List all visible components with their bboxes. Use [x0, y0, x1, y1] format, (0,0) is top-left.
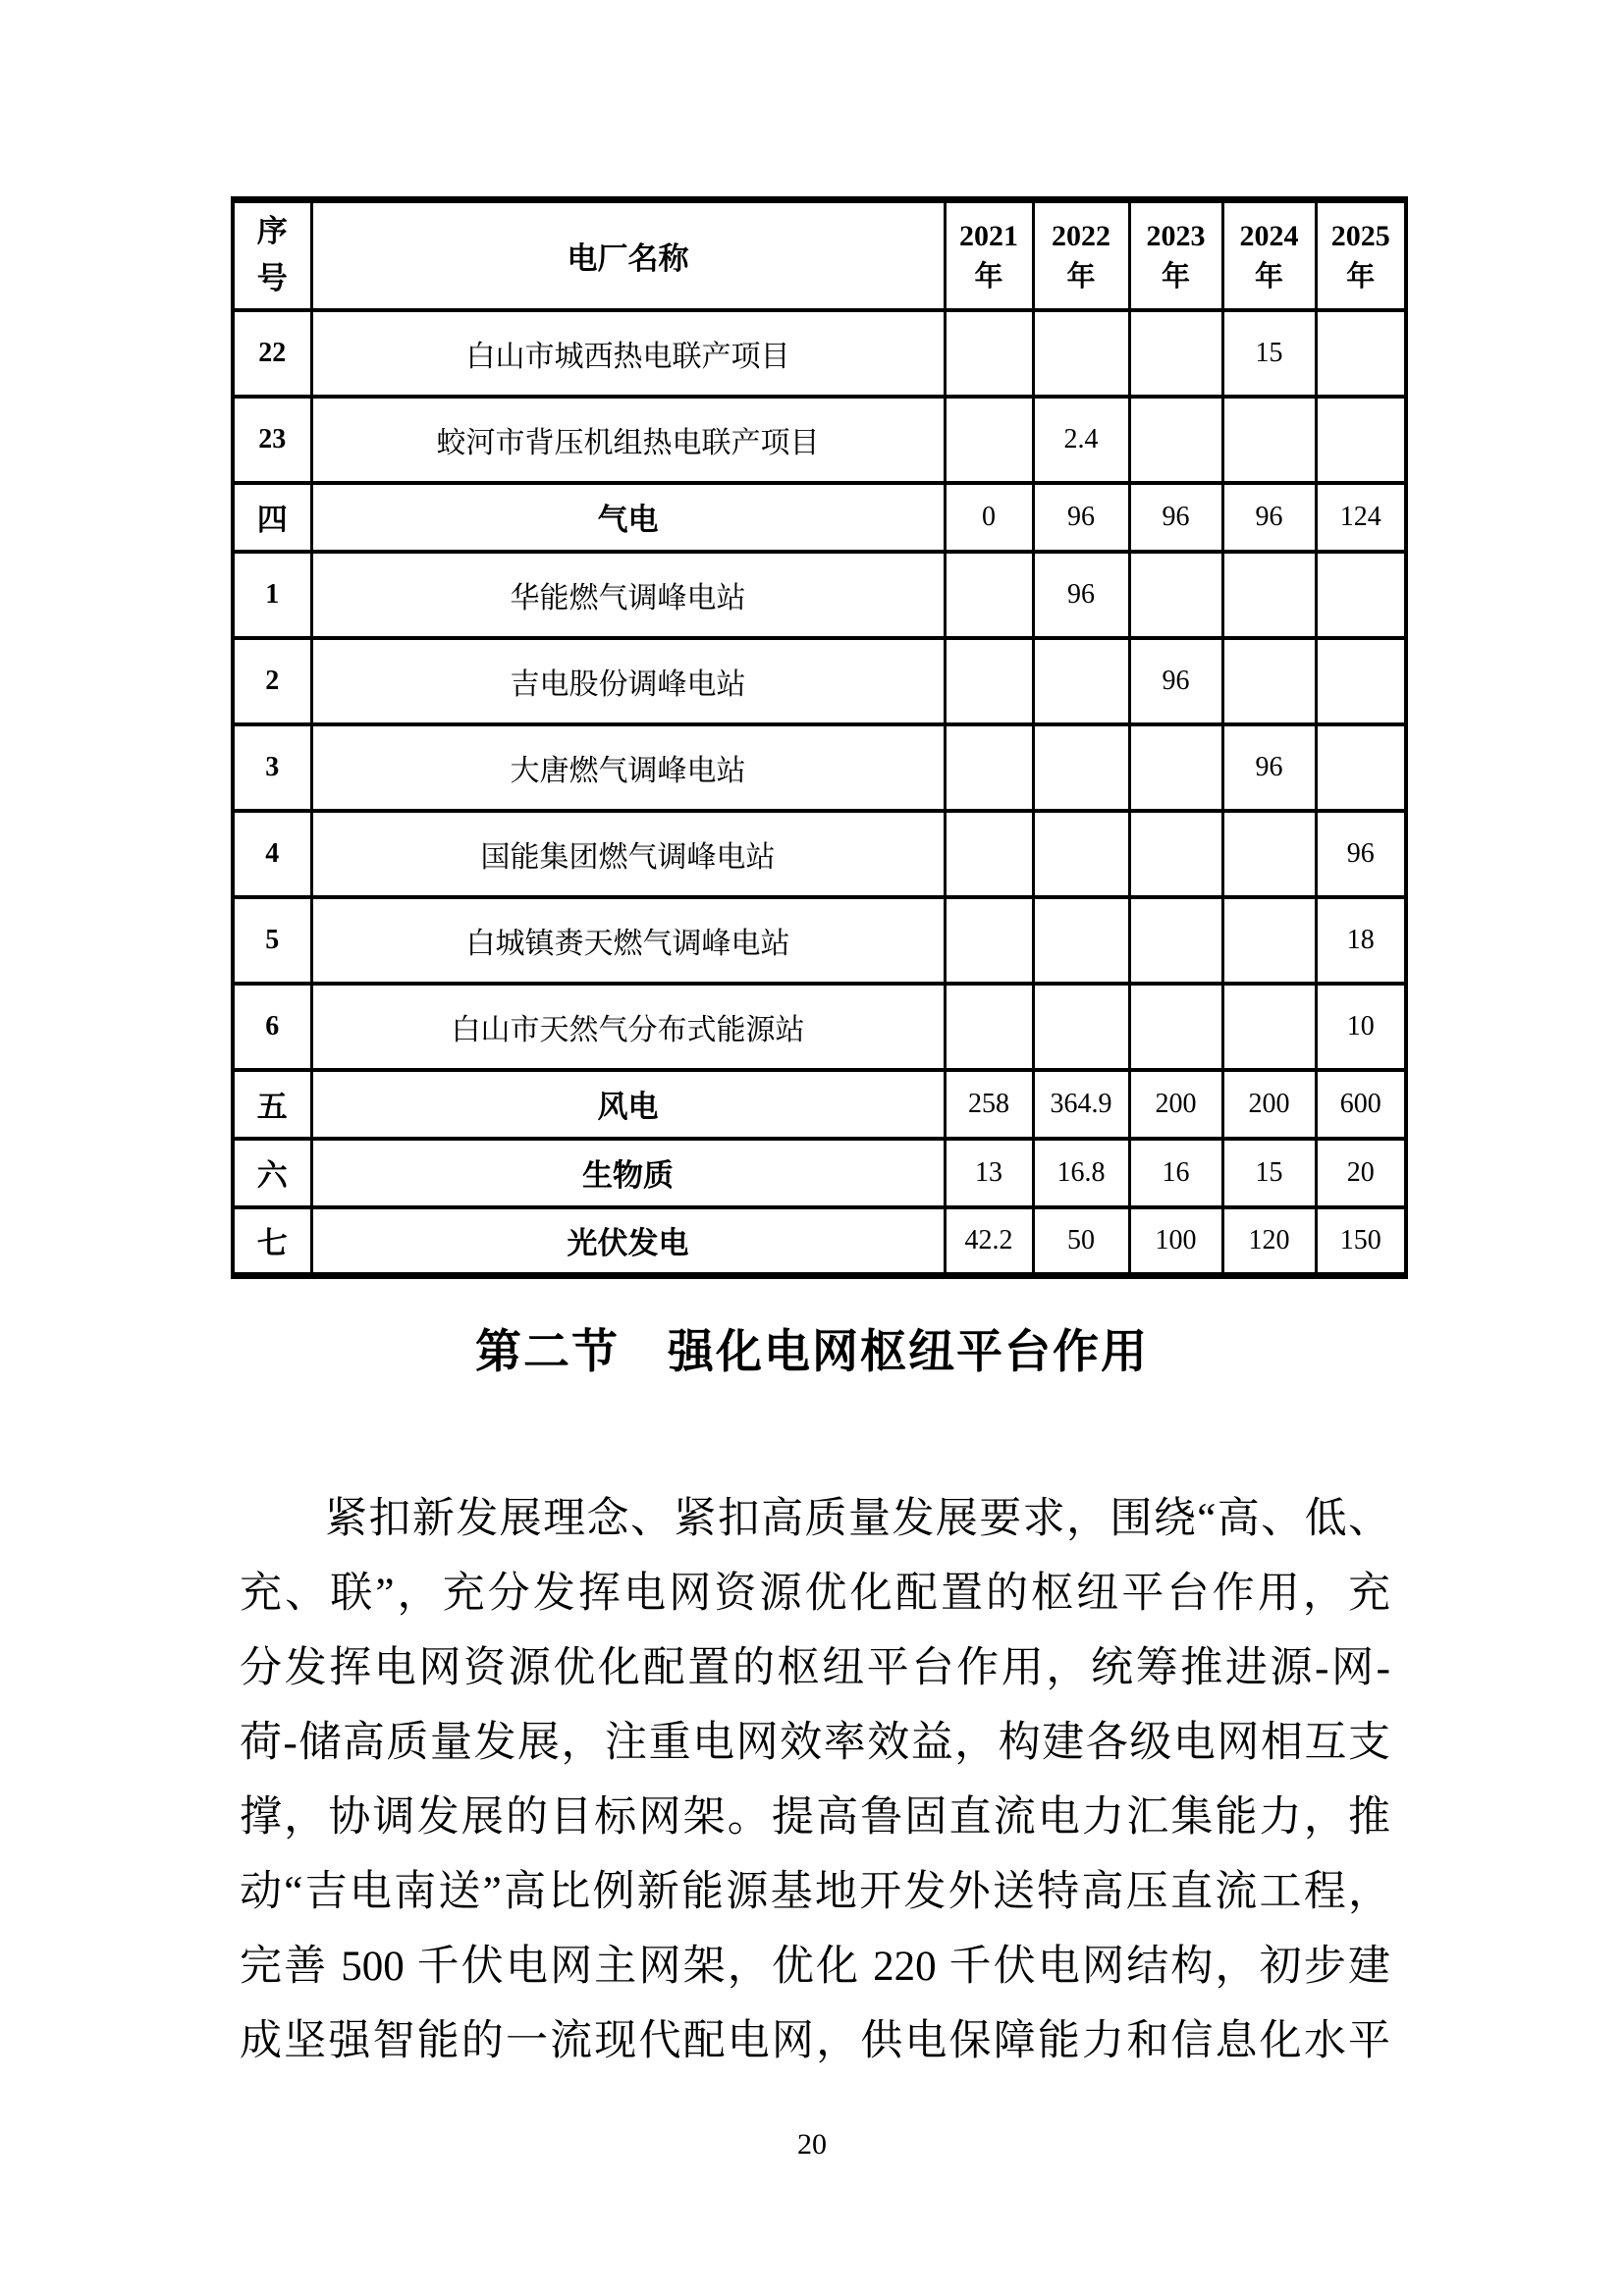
row-index-cell: 23	[233, 397, 311, 483]
plant-name-cell: 风电	[311, 1070, 945, 1139]
table-row	[233, 897, 1406, 984]
year-value-cell	[945, 724, 1033, 811]
year-value-cell	[945, 552, 1033, 638]
plant-name-cell: 白山市城西热电联产项目	[311, 310, 945, 397]
row-index-cell: 5	[233, 897, 311, 984]
year-value-cell: 15	[1222, 310, 1316, 397]
year-value-cell: 124	[1316, 483, 1406, 552]
row-index-cell: 3	[233, 724, 311, 811]
plant-name-cell: 蛟河市背压机组热电联产项目	[311, 397, 945, 483]
year-label: 2022	[1052, 219, 1110, 252]
year-value-cell	[945, 811, 1033, 897]
header-year-2023-cell	[1129, 200, 1222, 310]
year-suffix-label: 年	[974, 259, 1003, 294]
year-value-cell: 0	[945, 483, 1033, 552]
year-value-cell: 96	[1129, 483, 1222, 552]
paragraph-line: 动“吉电南送”高比例新能源基地开发外送特高压直流工程，	[240, 1869, 1390, 1915]
row-index-cell: 六	[233, 1139, 311, 1207]
paragraph-line: 充、联”，充分发挥电网资源优化配置的枢纽平台作用，充	[240, 1571, 1390, 1617]
year-value-cell: 15	[1222, 1139, 1316, 1207]
year-value-cell: 200	[1129, 1070, 1222, 1139]
year-label: 2025	[1330, 219, 1390, 252]
year-value-cell: 258	[945, 1070, 1033, 1139]
year-value-cell	[1129, 811, 1222, 897]
paragraph-line: 分发挥电网资源优化配置的枢纽平台作用，统筹推进源-网-	[240, 1645, 1390, 1691]
row-index-cell: 四	[233, 483, 311, 552]
header-index-label: 序号	[256, 214, 288, 297]
year-value-cell: 96	[1316, 811, 1406, 897]
year-value-cell: 96	[1033, 483, 1129, 552]
year-value-cell	[1033, 310, 1129, 397]
year-label: 2021	[959, 219, 1018, 252]
year-value-cell: 50	[1033, 1207, 1129, 1276]
year-value-cell: 150	[1316, 1207, 1406, 1276]
row-index-cell: 6	[233, 984, 311, 1070]
header-year-2021-cell	[945, 200, 1033, 310]
table-row	[233, 1139, 1406, 1207]
year-value-cell	[1316, 397, 1406, 483]
table-row	[233, 638, 1406, 724]
year-value-cell: 600	[1316, 1070, 1406, 1139]
paragraph	[240, 1482, 1390, 2079]
year-value-cell	[1316, 552, 1406, 638]
year-value-cell: 2.4	[1033, 397, 1129, 483]
year-value-cell	[1033, 638, 1129, 724]
plant-name-cell: 白城镇赉天燃气调峰电站	[311, 897, 945, 984]
year-value-cell	[1033, 724, 1129, 811]
year-value-cell: 96	[1222, 724, 1316, 811]
year-suffix-label: 年	[1254, 259, 1283, 294]
table-row	[233, 483, 1406, 552]
year-value-cell	[1129, 397, 1222, 483]
row-index-cell: 1	[233, 552, 311, 638]
year-value-cell	[1033, 897, 1129, 984]
year-value-cell: 364.9	[1033, 1070, 1129, 1139]
plant-name-cell: 华能燃气调峰电站	[311, 552, 945, 638]
year-value-cell	[1222, 638, 1316, 724]
paragraph-line: 荷-储高质量发展，注重电网效率效益，构建各级电网相互支	[240, 1720, 1390, 1766]
header-year-2025-cell	[1316, 200, 1406, 310]
year-value-cell	[1222, 397, 1316, 483]
year-suffix-label: 年	[1161, 259, 1190, 294]
year-value-cell	[1222, 552, 1316, 638]
year-value-cell	[1033, 811, 1129, 897]
year-value-cell: 96	[1129, 638, 1222, 724]
year-value-cell: 200	[1222, 1070, 1316, 1139]
paragraph-line: 完善 500 千伏电网主网架，优化 220 千伏电网结构，初步建	[240, 1944, 1390, 1990]
year-value-cell	[1129, 552, 1222, 638]
header-year-2022-cell	[1033, 200, 1129, 310]
year-value-cell	[1222, 811, 1316, 897]
paragraph-line: 紧扣新发展理念、紧扣高质量发展要求，围绕“高、低、	[325, 1496, 1390, 1542]
year-value-cell: 16.8	[1033, 1139, 1129, 1207]
year-value-cell: 96	[1033, 552, 1129, 638]
year-value-cell	[1222, 984, 1316, 1070]
year-value-cell: 100	[1129, 1207, 1222, 1276]
power-plant-plan-table	[231, 196, 1408, 1279]
plant-name-cell: 光伏发电	[311, 1207, 945, 1276]
header-name-label: 电厂名称	[567, 240, 689, 277]
year-value-cell	[1129, 984, 1222, 1070]
year-value-cell: 13	[945, 1139, 1033, 1207]
table-row	[233, 310, 1406, 397]
year-suffix-label: 年	[1346, 259, 1376, 294]
table-header-row	[233, 200, 1406, 310]
table-row	[233, 984, 1406, 1070]
year-value-cell	[945, 397, 1033, 483]
year-suffix-label: 年	[1066, 259, 1096, 294]
table-row	[233, 724, 1406, 811]
year-value-cell: 20	[1316, 1139, 1406, 1207]
header-index-cell	[233, 200, 311, 310]
table-row	[233, 1207, 1406, 1276]
year-value-cell	[1129, 310, 1222, 397]
paragraph-line: 成坚强智能的一流现代配电网，供电保障能力和信息化水平	[240, 2018, 1390, 2064]
table-row	[233, 1070, 1406, 1139]
plant-name-cell: 气电	[311, 483, 945, 552]
year-value-cell	[945, 897, 1033, 984]
year-value-cell	[945, 984, 1033, 1070]
year-value-cell	[1033, 984, 1129, 1070]
row-index-cell: 七	[233, 1207, 311, 1276]
header-year-2024-cell	[1222, 200, 1316, 310]
year-value-cell	[1222, 897, 1316, 984]
paragraph-line: 撑，协调发展的目标网架。提高鲁固直流电力汇集能力，推	[240, 1794, 1390, 1841]
table-body	[233, 310, 1406, 1276]
row-index-cell: 4	[233, 811, 311, 897]
year-label: 2023	[1146, 219, 1206, 252]
year-value-cell: 10	[1316, 984, 1406, 1070]
year-value-cell	[945, 310, 1033, 397]
page-number: 20	[797, 2128, 827, 2161]
plant-name-cell: 国能集团燃气调峰电站	[311, 811, 945, 897]
year-value-cell	[1316, 638, 1406, 724]
plant-name-cell: 大唐燃气调峰电站	[311, 724, 945, 811]
year-value-cell	[1316, 724, 1406, 811]
year-label: 2024	[1239, 219, 1299, 252]
year-value-cell	[1129, 897, 1222, 984]
year-value-cell: 18	[1316, 897, 1406, 984]
year-value-cell	[1129, 724, 1222, 811]
table-row	[233, 397, 1406, 483]
plant-name-cell: 白山市天然气分布式能源站	[311, 984, 945, 1070]
section-heading: 第二节 强化电网枢纽平台作用	[475, 1325, 1149, 1379]
header-name-cell	[311, 200, 945, 310]
table-row	[233, 811, 1406, 897]
row-index-cell: 2	[233, 638, 311, 724]
year-value-cell: 120	[1222, 1207, 1316, 1276]
row-index-cell: 22	[233, 310, 311, 397]
row-index-cell: 五	[233, 1070, 311, 1139]
year-value-cell: 16	[1129, 1139, 1222, 1207]
year-value-cell	[945, 638, 1033, 724]
year-value-cell: 42.2	[945, 1207, 1033, 1276]
table-row	[233, 552, 1406, 638]
plant-name-cell: 生物质	[311, 1139, 945, 1207]
year-value-cell	[1316, 310, 1406, 397]
plant-name-cell: 吉电股份调峰电站	[311, 638, 945, 724]
year-value-cell: 96	[1222, 483, 1316, 552]
